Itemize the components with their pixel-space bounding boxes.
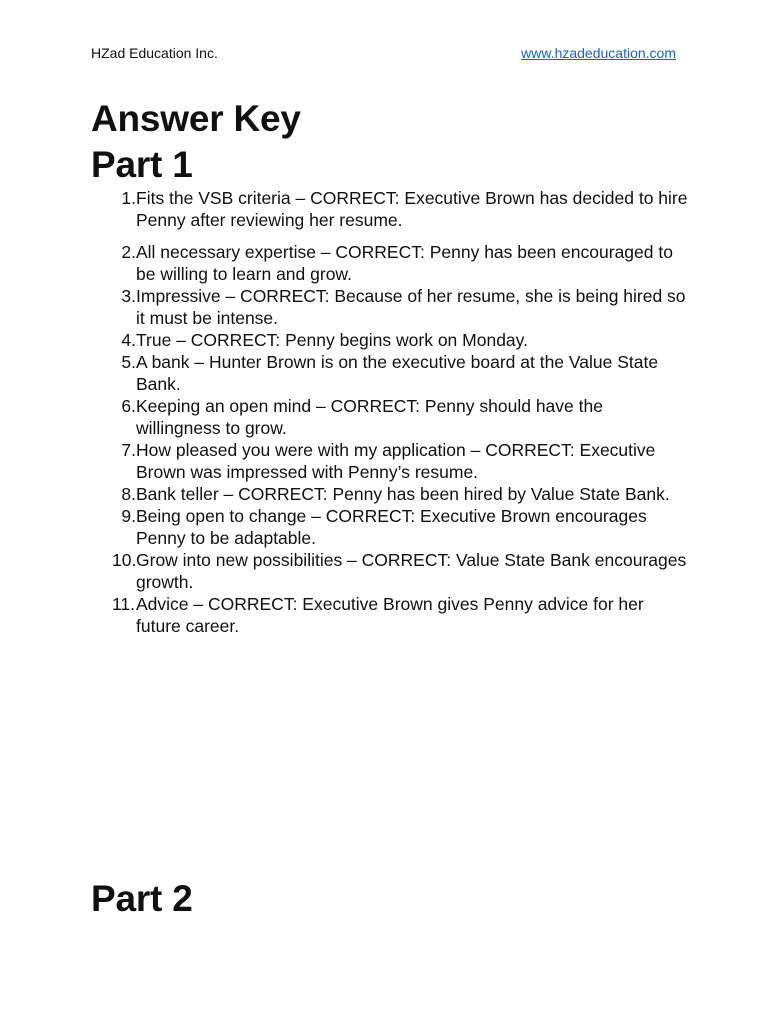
list-item <box>91 241 691 285</box>
website-link[interactable]: www.hzadeducation.com <box>521 45 676 61</box>
item-text: True – CORRECT: Penny begins work on Monday. <box>136 330 528 350</box>
item-number: 7. <box>121 440 136 460</box>
organization-name: HZad Education Inc. <box>91 45 218 61</box>
item-number: 1. <box>121 188 136 208</box>
list-item <box>91 329 691 351</box>
list-item <box>91 505 691 549</box>
item-text: How pleased you were with my application – CORRECT: Executive Brown was impressed with Penny’s resume. <box>136 440 656 482</box>
item-text: Advice – CORRECT: Executive Brown gives Penny advice for her future career. <box>136 594 644 636</box>
item-number: 6. <box>121 396 136 416</box>
item-number: 11. <box>112 594 136 614</box>
page-header <box>91 45 676 65</box>
item-number: 9. <box>121 506 136 526</box>
item-text: A bank – Hunter Brown is on the executive board at the Value State Bank. <box>136 352 659 394</box>
part-2-section <box>91 876 193 922</box>
item-number: 4. <box>121 330 136 350</box>
title-block <box>91 96 301 188</box>
item-number: 5. <box>121 352 136 372</box>
part-2-heading: Part 2 <box>91 878 193 919</box>
answer-list <box>91 187 691 637</box>
item-number: 10. <box>112 550 137 570</box>
item-number: 2. <box>121 242 136 262</box>
list-item <box>91 439 691 483</box>
list-item <box>91 351 691 395</box>
list-item <box>91 395 691 439</box>
item-text: Impressive – CORRECT: Because of her resume, she is being hired so it must be intense. <box>136 286 686 328</box>
part-1-heading: Part 1 <box>91 144 193 185</box>
item-text: Bank teller – CORRECT: Penny has been hired by Value State Bank. <box>136 484 670 504</box>
item-text: Being open to change – CORRECT: Executive Brown encourages Penny to be adaptable. <box>136 506 647 548</box>
item-text: All necessary expertise – CORRECT: Penny has been encouraged to be willing to learn and grow. <box>136 242 673 284</box>
list-item <box>91 593 691 637</box>
list-item <box>91 549 691 593</box>
item-number: 8. <box>121 484 136 504</box>
item-text: Fits the VSB criteria – CORRECT: Executive Brown has decided to hire Penny after reviewing her resume. <box>136 188 688 230</box>
list-item <box>91 285 691 329</box>
item-text: Keeping an open mind – CORRECT: Penny should have the willingness to grow. <box>136 396 603 438</box>
item-text: Grow into new possibilities – CORRECT: Value State Bank encourages growth. <box>136 550 687 592</box>
item-number: 3. <box>121 286 136 306</box>
list-item <box>91 483 691 505</box>
page-title: Answer Key <box>91 98 301 139</box>
list-item <box>91 187 691 231</box>
